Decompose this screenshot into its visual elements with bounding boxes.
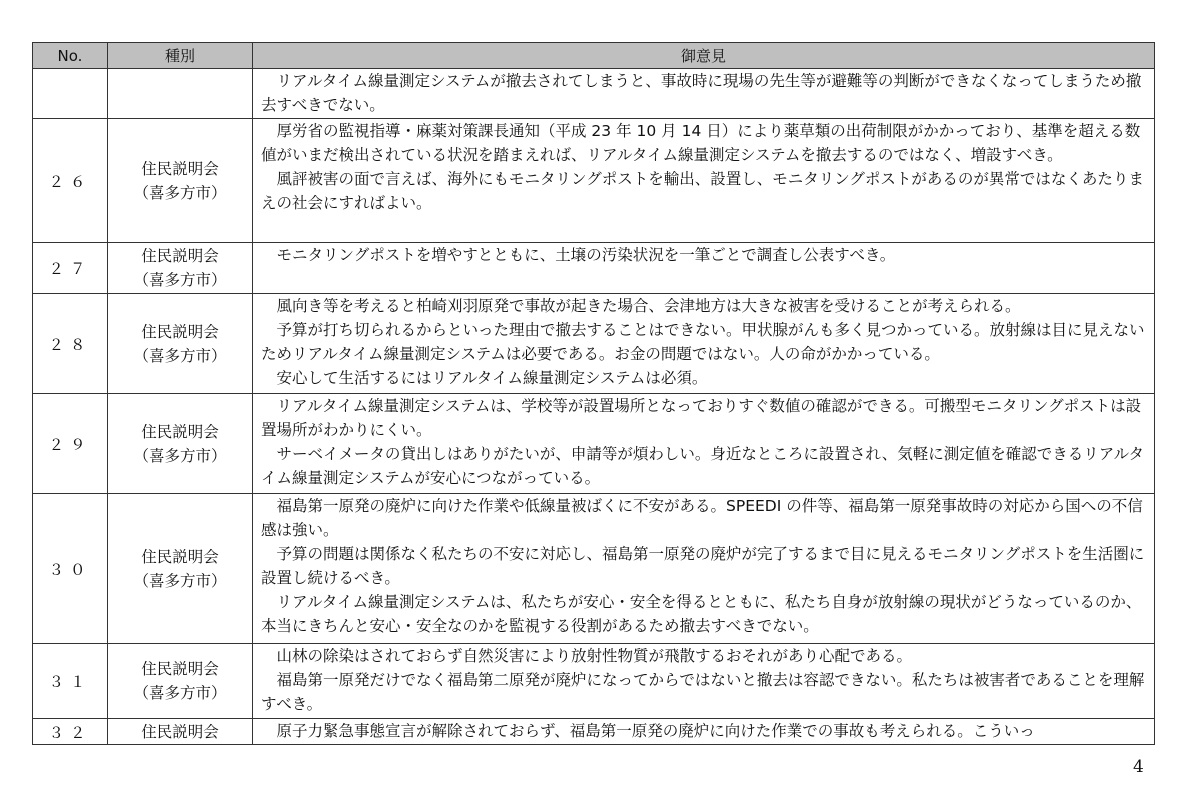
table-row	[33, 719, 1155, 745]
header-opinion: 御意見	[253, 43, 1155, 69]
page-number: 4	[1133, 757, 1144, 777]
table-row	[33, 69, 1155, 119]
row-type-line2: （喜多方市）	[133, 346, 227, 365]
row-opinion	[253, 69, 1155, 119]
table-row	[33, 243, 1155, 294]
row-type	[108, 719, 253, 745]
row-opinion	[253, 394, 1155, 494]
opinion-paragraph: 予算の問題は関係なく私たちの不安に対応し、福島第一原発の廃炉が完了するまで目に見えるモニタリングポストを生活圏に設置し続けるべき。	[261, 545, 1145, 587]
row-type-line1: 住民説明会	[141, 422, 219, 441]
row-number: ２７	[33, 243, 108, 294]
opinion-paragraph: リアルタイム線量測定システムが撤去されてしまうと、事故時に現場の先生等が避難等の判断ができなくなってしまうため撤去すべきでない。	[261, 72, 1142, 114]
opinion-paragraph: 風向き等を考えると柏崎刈羽原発で事故が起きた場合、会津地方は大きな被害を受けることが考えられる。	[276, 297, 1021, 315]
header-no: No.	[33, 43, 108, 69]
table-row	[33, 394, 1155, 494]
row-type-line1: 住民説明会	[141, 660, 219, 678]
row-type-line1: 住民説明会	[141, 547, 219, 566]
opinion-paragraph: 山林の除染はされておらず自然災害により放射性物質が飛散するおそれがあり心配である。	[276, 647, 913, 665]
row-type	[108, 119, 253, 243]
row-type-line2: （喜多方市）	[133, 271, 227, 289]
row-type	[108, 294, 253, 394]
opinion-paragraph: リアルタイム線量測定システムは、私たちが安心・安全を得るとともに、私たち自身が放射線の現状がどうなっているのか、本当にきちんと安心・安全なのかを監視する役割があるため撤去すべきでない。	[261, 593, 1142, 635]
opinion-paragraph: サーベイメータの貸出しはありがたいが、申請等が煩わしい。身近なところに設置され、気軽に測定値を確認できるリアルタイム線量測定システムが安心につながっている。	[261, 445, 1145, 487]
opinion-paragraph: 風評被害の面で言えば、海外にもモニタリングポストを輸出、設置し、モニタリングポストがあるのが異常ではなくあたりまえの社会にすればよい。	[261, 170, 1144, 212]
opinion-paragraph: 福島第一原発だけでなく福島第二原発が廃炉になってからではないと撤去は容認できない。私たちは被害者であることを理解すべき。	[261, 671, 1145, 713]
row-number: ３０	[33, 494, 108, 644]
row-type-line1: 住民説明会	[141, 722, 219, 741]
row-opinion	[253, 119, 1155, 243]
opinion-paragraph: モニタリングポストを増やすとともに、土壌の汚染状況を一筆ごとで調査し公表すべき。	[276, 246, 896, 264]
row-type-line1: 住民説明会	[141, 159, 219, 178]
row-opinion	[253, 243, 1155, 294]
table-row	[33, 119, 1155, 243]
row-type-line2: （喜多方市）	[133, 446, 227, 465]
opinion-paragraph: 予算が打ち切られるからといった理由で撤去することはできない。甲状腺がんも多く見つかっている。放射線は目に見えないためリアルタイム線量測定システムは必要である。お金の問題ではない。人の命がかかっている。	[261, 321, 1145, 363]
opinion-paragraph: リアルタイム線量測定システムは、学校等が設置場所となっておりすぐ数値の確認ができる。可搬型モニタリングポストは設置場所がわかりにくい。	[261, 397, 1142, 439]
row-type-line1: 住民説明会	[141, 322, 219, 341]
row-number: ３２	[33, 719, 108, 745]
row-opinion	[253, 294, 1155, 394]
row-type-line2: （喜多方市）	[133, 684, 227, 702]
opinion-paragraph: 原子力緊急事態宣言が解除されておらず、福島第一原発の廃炉に向けた作業での事故も考えられる。こういっ	[276, 722, 1035, 740]
row-type-line2: （喜多方市）	[133, 183, 227, 202]
table-row	[33, 494, 1155, 644]
row-number: ３１	[33, 644, 108, 719]
row-type-line2: （喜多方市）	[133, 571, 227, 590]
row-type	[108, 69, 253, 119]
row-type-line1: 住民説明会	[141, 247, 219, 265]
header-type: 種別	[108, 43, 253, 69]
row-opinion	[253, 644, 1155, 719]
table-header-row	[33, 43, 1155, 69]
row-type	[108, 494, 253, 644]
table-row	[33, 294, 1155, 394]
row-type	[108, 394, 253, 494]
opinions-table	[32, 42, 1155, 745]
row-number: ２８	[33, 294, 108, 394]
row-type	[108, 243, 253, 294]
opinion-paragraph: 福島第一原発の廃炉に向けた作業や低線量被ばくに不安がある。SPEEDI の件等、福島第一原発事故時の対応から国への不信感は強い。	[261, 497, 1143, 539]
opinion-paragraph: 安心して生活するにはリアルタイム線量測定システムは必須。	[276, 369, 708, 387]
row-opinion	[253, 719, 1155, 745]
row-number	[33, 69, 108, 119]
row-opinion	[253, 494, 1155, 644]
row-type	[108, 644, 253, 719]
table-row	[33, 644, 1155, 719]
row-number: ２６	[33, 119, 108, 243]
opinion-paragraph: 厚労省の監視指導・麻薬対策課長通知（平成 23 年 10 月 14 日）により薬草類の出荷制限がかかっており、基準を超える数値がいまだ検出されている状況を踏まえれば、リアルタイム線量測定システムを撤去するのではなく、増設すべき。	[261, 122, 1141, 164]
row-number: ２９	[33, 394, 108, 494]
